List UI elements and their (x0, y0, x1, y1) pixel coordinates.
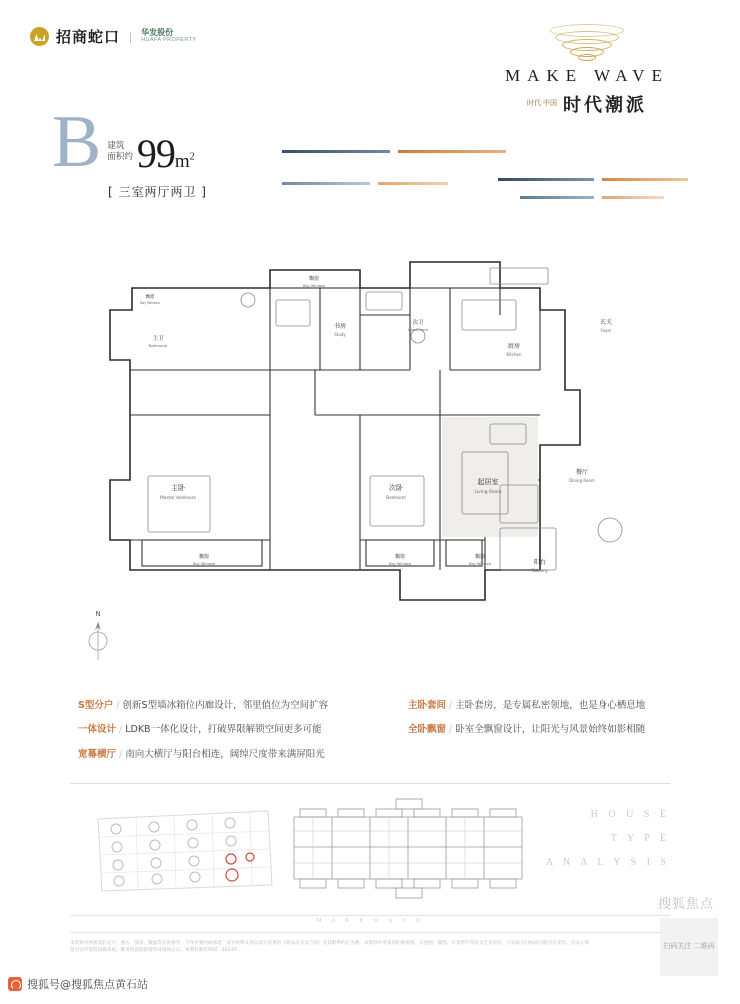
footer-brand-mark: M A K E W A V E (315, 917, 425, 924)
feature-text: 卧室全飘窗设计，让阳光与风景始终如影相随 (455, 724, 646, 736)
area-label (107, 141, 133, 162)
analysis-heading (546, 809, 670, 881)
project-name-en: MAKE WAVE (505, 66, 669, 85)
svg-text:Study: Study (334, 332, 346, 337)
svg-text:Bay Window: Bay Window (140, 301, 160, 305)
svg-text:飘窗: 飘窗 (145, 295, 155, 300)
project-name-cn: 时代潮派 (562, 95, 647, 116)
disclaimer-text: 本资料中所涉及的文字、图片、图表、数据等仅供参考，不作为要约或承诺，双方权利义务以双方签署的《商品房买卖合同》及其附件约定为准。本资料中所采用的效果图、示意图、插图、实景照片等仅为艺术创作，与实际交付标准可能存在差异。出卖人保留对宣传资料的修改权，敬请留意最新资料及现场公示。本资料制作时间：2023年。 (70, 941, 590, 954)
developer-logo-icon (30, 27, 49, 46)
features-right-column (408, 700, 708, 749)
svg-text:飘窗: 飘窗 (394, 554, 406, 560)
qr-code: 扫码关注 二维码 (660, 918, 718, 976)
sohu-icon (8, 977, 22, 991)
svg-text:书房: 书房 (333, 323, 347, 330)
partner-name-cn: 华发股份 (141, 28, 174, 38)
project-logo (492, 22, 682, 117)
floor-plan-drawing (70, 240, 670, 670)
svg-text:主卫: 主卫 (152, 336, 164, 342)
feature-item: 主卧套间 / 主卧套房，是专属私密领地，也是身心栖息地 (408, 700, 646, 711)
developer-name: 招商蛇口 (56, 28, 121, 46)
svg-text:Living Room: Living Room (474, 490, 502, 495)
feature-key: 一体设计 (78, 724, 117, 736)
decor-bar (398, 150, 506, 153)
feature-item: 宽幕横厅 / 南向大横厅与阳台相连，阔绰尺度带来满屏阳光 (78, 748, 325, 760)
svg-text:次卧: 次卧 (389, 484, 403, 492)
svg-text:Balcony: Balcony (532, 568, 548, 573)
feature-key: 全卧飘窗 (408, 724, 447, 736)
decor-bar (498, 178, 594, 181)
feature-key: 主卧套间 (408, 700, 447, 711)
svg-text:次卫: 次卫 (412, 320, 424, 326)
svg-text:Bay Window: Bay Window (192, 562, 216, 566)
decor-bar (282, 182, 370, 185)
svg-text:N: N (95, 610, 101, 618)
svg-text:Kitchen: Kitchen (506, 352, 522, 357)
logo-separator: | (129, 29, 133, 44)
svg-text:飘窗: 飘窗 (474, 554, 486, 560)
footer-divider-bottom (70, 932, 670, 933)
project-badge: 时代 中国 (527, 100, 557, 108)
svg-text:Master bedroom: Master bedroom (159, 496, 197, 501)
developer-logo (30, 26, 196, 47)
feature-item: 全卧飘窗 / 卧室全飘窗设计，让阳光与风景始终如影相随 (408, 724, 646, 736)
site-map-diagram (90, 805, 280, 895)
unit-type: [ 三室两厅两卫 ] (108, 184, 207, 199)
decor-bar (378, 182, 448, 185)
feature-item: 一体设计 / LDKB一体化设计，打破界限解锁空间更多可能 (78, 724, 322, 736)
svg-text:起居室: 起居室 (477, 478, 499, 486)
divider (70, 783, 670, 784)
feature-text: 南向大横厅与阳台相连，阔绰尺度带来满屏阳光 (125, 748, 325, 760)
analysis-line: T Y P E (610, 833, 670, 844)
area-label-line2: 面积约 (107, 152, 133, 163)
features-left-column (78, 700, 368, 773)
analysis-line: H O U S E (590, 809, 670, 820)
unit-title-block (52, 101, 207, 200)
svg-text:餐厅: 餐厅 (575, 469, 589, 476)
area-value: 99 (136, 130, 175, 176)
area-unit-sup: 2 (189, 151, 195, 163)
wave-emblem-icon (549, 22, 625, 62)
decor-bar (602, 196, 664, 199)
area-label-line1: 建筑 (107, 141, 125, 152)
feature-text: 创新S型墙冰箱位内廊设计，邻里值位为空间扩容 (122, 700, 329, 711)
decor-bar (282, 150, 390, 153)
svg-text:阳台: 阳台 (533, 559, 547, 566)
feature-key: S型分户 (78, 700, 114, 711)
analysis-line: A N A L Y S I S (545, 857, 670, 868)
svg-text:厨房: 厨房 (507, 343, 521, 350)
feature-item: S型分户 / 创新S型墙冰箱位内廊设计，邻里值位为空间扩容 (78, 700, 329, 711)
svg-text:玄关: 玄关 (599, 319, 613, 326)
svg-text:Dining Room: Dining Room (569, 478, 595, 483)
svg-text:Bay Window: Bay Window (388, 562, 412, 566)
tower-floor-plan-diagram (280, 795, 535, 903)
analysis-section (70, 795, 670, 905)
svg-text:主卧: 主卧 (171, 484, 185, 492)
unit-letter: B (52, 101, 102, 183)
svg-text:Bedroom: Bedroom (386, 496, 406, 501)
watermark (8, 976, 148, 992)
decor-bar (520, 196, 594, 199)
svg-text:Foyer: Foyer (600, 328, 612, 333)
svg-text:飘窗: 飘窗 (198, 554, 210, 560)
svg-text:飘窗: 飘窗 (308, 276, 320, 282)
feature-key: 宽幕横厅 (78, 748, 117, 760)
svg-text:Bathroom: Bathroom (148, 343, 168, 348)
partner-logo (141, 29, 196, 43)
svg-text:Bay Window: Bay Window (468, 562, 492, 566)
feature-text: LDKB一体化设计，打破界限解锁空间更多可能 (125, 724, 322, 736)
feature-text: 主卧套房，是专属私密领地，也是身心栖息地 (455, 700, 646, 711)
svg-text:Washroom: Washroom (407, 327, 429, 332)
area-unit (175, 151, 195, 173)
area-unit-text: m (174, 150, 190, 172)
decor-bar (602, 178, 688, 181)
svg-text:Bay Window: Bay Window (302, 284, 326, 288)
watermark-text: 搜狐号@搜狐焦点黄石站 (27, 978, 148, 991)
compass-icon (89, 610, 107, 660)
watermark-top: 搜狐焦点 (657, 897, 714, 912)
floor-plan (70, 240, 670, 670)
footer-divider-top (70, 915, 670, 916)
partner-name-en: HUAFA PROPERTY (141, 36, 197, 43)
